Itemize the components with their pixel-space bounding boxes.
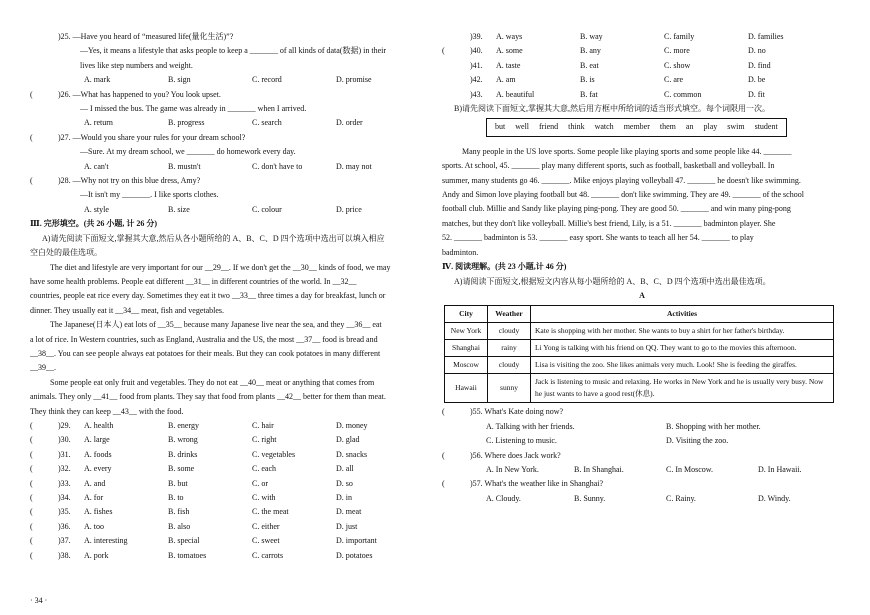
passage-line: a lot of rice. In Western countries, such as England, Australia and the US, the most __37__ food is bread and [30,334,378,344]
passage-line: matches, but they don't like volleyball. Millie's best friend, Lily, is a 51. _______ badminton player. She [442,218,776,228]
cell: Jack is listening to music and relaxing. He works in New York and he is usually very busy. Now he just wants to have a good rest(休息). [531,374,834,403]
passage-line: badminton. [442,247,479,257]
choice-row: )39. A. ways B. way C. family D. families [470,32,784,41]
option: A. mark [84,75,111,85]
word: but [495,122,506,132]
choice-row: ( )37. A. interesting B. special C. sweet D. important [30,536,377,546]
cell: cloudy [488,357,531,374]
section-heading: Ⅲ. 完形填空。(共 26 小题, 计 26 分) [30,219,158,229]
activities-table [444,305,834,403]
word: friend [539,122,559,132]
passage-line: The Japanese(日本人) eat lots of __35__ because many Japanese live near the sea, and they __36__ eat [50,320,382,330]
question-25-options [30,73,430,87]
page-number: · 34 · [30,596,48,605]
question-55: ( )55. What's Kate doing now? [442,407,564,417]
instructions: 空白处的最佳选项。 [30,248,102,258]
word: watch [594,122,614,132]
section-heading: Ⅳ. 阅读理解。(共 23 小题,计 46 分) [442,262,567,272]
cloze-choices-continued [442,30,842,102]
passage-line: They think they can keep __43__ with the food. [30,406,184,416]
cell: rainy [488,340,531,357]
question-25: )25. —Have you heard of “measured life(量化生活)”? [58,32,234,41]
word: member [623,122,650,132]
table-row [445,340,834,357]
choice-row: )42. A. am B. is C. are D. be [470,75,766,85]
question-57-options: A. Cloudy. B. Sunny. C. Rainy. D. Windy. [486,493,791,503]
choice-row: ( )30. A. large B. wrong C. right D. glad [30,435,360,445]
question-25-line: —Yes, it means a lifestyle that asks people to keep a _______ of all kinds of data(数据) in their [80,46,387,56]
cell: cloudy [488,323,531,340]
passage-line: Some people eat only fruit and vegetables. They do not eat __40__ meat or anything that comes from [50,377,375,387]
option: A. can't [84,161,109,171]
instructions: A)请阅读下面短文,根据短文内容从每小题所给的 A、B、C、D 四个选项中选出最佳选项。 [454,276,771,286]
cell: Li Yong is talking with his friend on QQ. They want to go to the movies this afternoon. [531,340,834,357]
choice-row: ( )31. A. foods B. drinks C. vegetables D. snacks [30,449,368,459]
option: B. mustn't [168,161,201,171]
choice-row: ( )40. A. some B. any C. more D. no [442,46,766,56]
question-26-line: — I missed the bus. The game was already in _______ when I arrived. [80,104,307,114]
option: C. search [252,118,282,128]
cell: New York [445,323,488,340]
word: student [754,122,778,132]
question-26: ( )26. —What has happened to you? You look upset. [30,89,221,99]
choice-row: ( )35. A. fishes B. fish C. the meat D. meat [30,507,362,517]
question-27-options [30,160,430,174]
choice-row: ( )33. A. and B. but C. or D. so [30,478,353,488]
choice-row: ( )36. A. too B. also C. either D. just [30,521,358,531]
word-box [486,118,787,136]
choice-row: ( )34. A. for B. to C. with D. in [30,493,352,502]
option: B. progress [168,118,205,128]
choice-row: ( )32. A. every B. some C. each D. all [30,464,354,474]
question-28-line: —It isn't my _______. I like sports clothes. [80,190,219,200]
question-57: ( )57. What's the weather like in Shanghai? [442,479,604,489]
passage-line: Andy and Simon love playing football but 48. _______ don't like swimming. They are 49. _______ of the school [442,190,804,200]
question-27-line: —Sure. At my dream school, we _______ do homework every day. [80,147,296,157]
choice-row: ( )38. A. pork B. tomatoes C. carrots D. potatoes [30,550,373,560]
question-28: ( )28. —Why not try on this blue dress, Amy? [30,176,201,186]
left-column [30,30,430,563]
question-27: ( )27. —Would you share your rules for your dream school? [30,132,246,142]
passage-line: The diet and lifestyle are very important for our __29__. If we don't get the __30__ kinds of food, we may [50,262,391,272]
passage-line: __38__. You can see people always eat potatoes for their meals. But they can cook potatoes in many different [30,348,381,358]
question-25-line: lives like step numbers and weight. [80,60,193,70]
question-55-options: A. Talking with her friends. B. Shopping with her mother. [486,421,761,431]
word: think [568,122,585,132]
option: C. colour [252,204,282,214]
fill-in-passage [442,145,842,260]
table-header-row [445,306,834,323]
column-header: Activities [531,306,834,323]
instructions: A)请先阅读下面短文,掌握其大意,然后从各小题所给的 A、B、C、D 四个选项中选出可以填入相应 [42,233,385,243]
option: A. style [84,204,109,214]
cell: Shanghai [445,340,488,357]
passage-line: 52. _______ badminton is 53. _______ easy sport. She wants to teach all her 54. _______ to play [442,233,754,243]
cloze-passage [30,261,430,419]
right-column [442,30,842,506]
cell: Kate is shopping with her mother. She wants to buy a shirt for her father's birthday. [531,323,834,340]
column-header: City [445,306,488,323]
passage-line: Many people in the US love sports. Some people like playing sports and some people like 44. _______ [462,146,792,156]
question-56-options: A. In New York. B. In Shanghai. C. In Moscow. D. In Hawaii. [486,464,802,474]
table-row [445,374,834,403]
question-55-options: C. Listening to music. D. Visiting the zoo. [486,436,729,446]
option: D. order [336,118,363,128]
choice-row: )43. A. beautiful B. fat C. common D. fit [470,89,765,99]
word: them [659,122,676,132]
passage-line: countries, people eat rice every day. Sometimes they eat it two __33__ three times a day for breakfast, lunch or [30,291,386,301]
column-header: Weather [488,306,531,323]
table-row [445,357,834,374]
cell: Moscow [445,357,488,374]
option: C. record [252,75,282,85]
passage-line: football club. Millie and Sandy like playing ping-pong. They are good 50. _______ and win many ping-pong [442,204,791,214]
option: A. return [84,118,113,128]
word: an [685,122,694,132]
question-28-options [30,203,430,217]
word: well [515,122,530,132]
word: swim [727,122,745,132]
cloze-choices [30,419,430,563]
option: B. size [168,204,190,214]
option: D. promise [336,75,372,85]
cell: sunny [488,374,531,403]
question-56: ( )56. Where does Jack work? [442,450,561,460]
choice-row: ( )29. A. health B. energy C. hair D. money [30,420,368,430]
option: D. may not [336,161,372,171]
word: play [703,122,718,132]
table-row [445,323,834,340]
option: C. don't have to [252,161,303,171]
passage-label: A [639,290,645,300]
passage-line: dinner. They usually eat it __34__ meat, fish and vegetables. [30,305,225,315]
instructions: B)请先阅读下面短文,掌握其大意,然后用方框中所给词的适当形式填空。每个词限用一次。 [454,104,770,114]
cell: Lisa is visiting the zoo. She likes animals very much. Look! She is feeding the giraffes. [531,357,834,374]
option: B. sign [168,75,191,85]
choice-row: )41. A. taste B. eat C. show D. find [470,60,771,70]
option: D. price [336,204,362,214]
passage-line: animals. They only __41__ food from plants. They say that food from plants __42__ better for them than meat. [30,392,386,402]
passage-line: summer, many students go 46. _______. Mike enjoys playing volleyball 47. _______ he doesn't like swimming. [442,175,801,185]
cell: Hawaii [445,374,488,403]
passage-line: __39__. [30,363,56,373]
question-26-options [30,116,430,130]
passage-line: have some health problems. People eat different __31__ in different countries of the world. In __32__ [30,276,357,286]
passage-line: sports. At school, 45. _______ play many different sports, such as football, basketball and volleyball. In [442,161,775,171]
